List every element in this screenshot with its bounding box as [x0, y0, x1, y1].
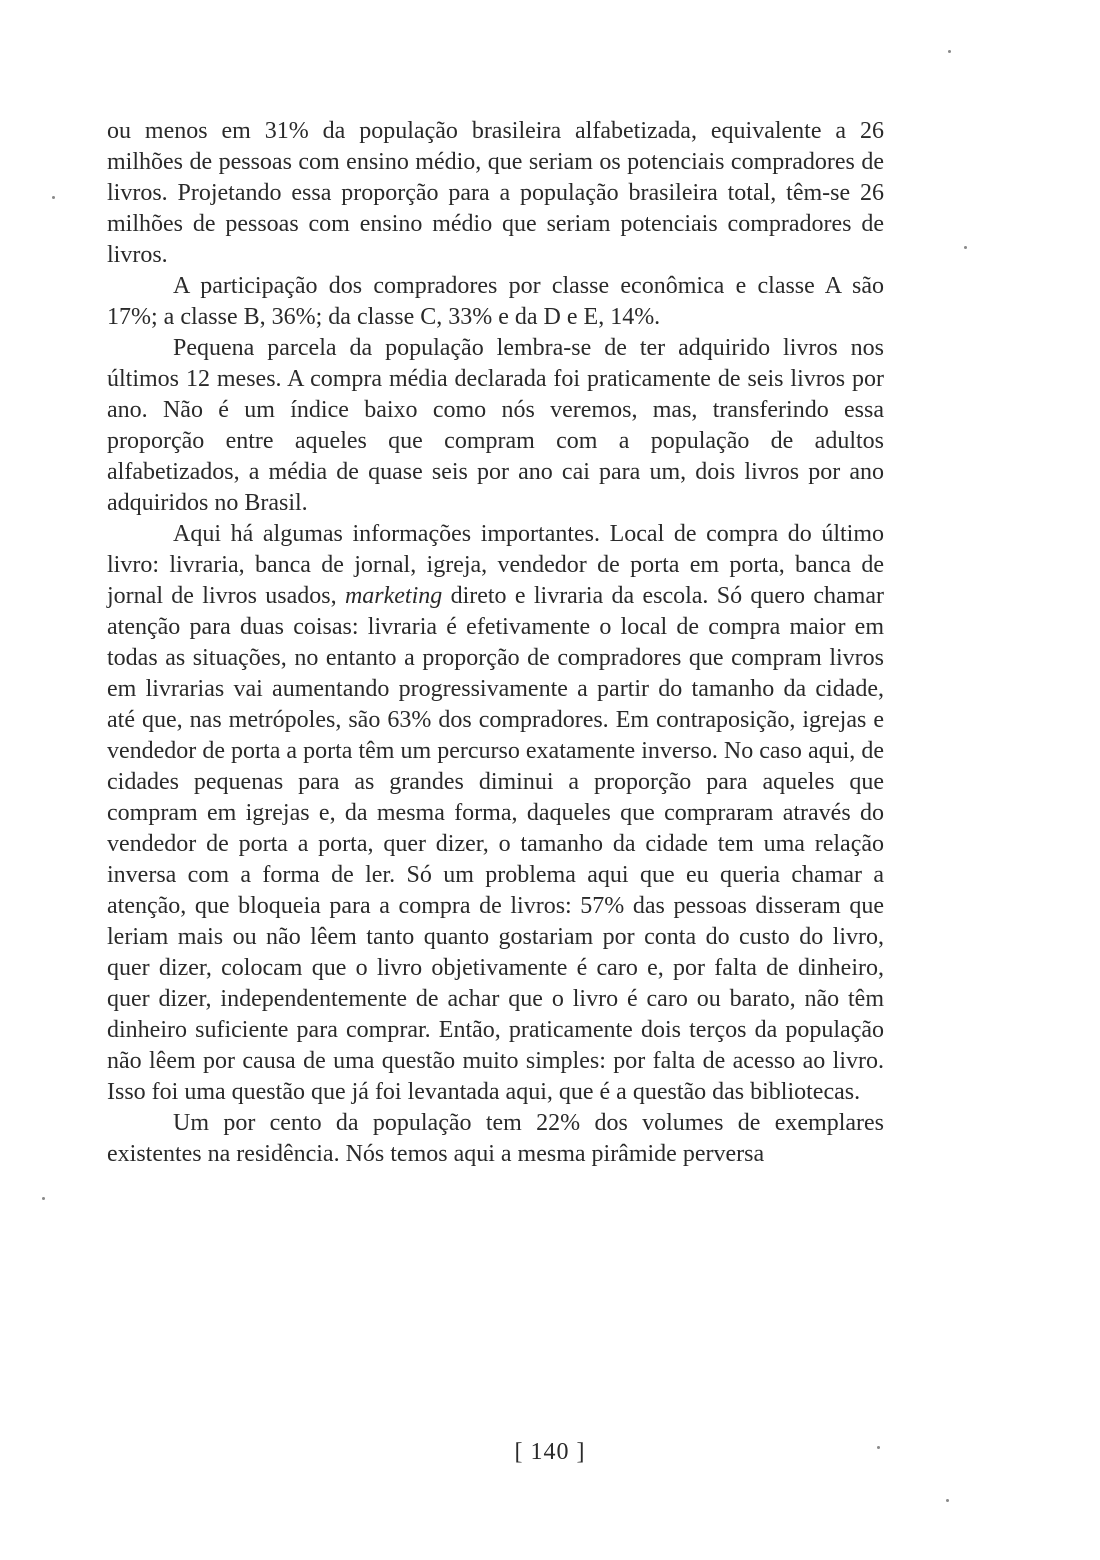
paragraph-5	[107, 1108, 884, 1170]
paragraph-3	[107, 333, 884, 519]
scan-speck	[877, 1446, 880, 1449]
scan-speck	[948, 50, 951, 53]
scan-speck	[42, 1197, 45, 1200]
scan-speck	[964, 246, 967, 249]
scan-speck	[52, 196, 55, 199]
paragraph-2-text: A participação dos compradores por classe econômica e classe A são 17%; a classe B, 36%; da classe C, 33% e da D e E, 14%.	[107, 273, 884, 330]
paragraph-1	[107, 116, 884, 271]
paragraph-4-italic-term: marketing	[344, 583, 443, 609]
page-number: [ 140 ]	[514, 1439, 586, 1465]
paragraph-1-text: ou menos em 31% da população brasileira alfabetizada, equivalente a 26 milhões de pessoas com ensino médio, que seriam os potenciais compradores de livros. Projetando essa proporção para a população brasileira total, têm-se 26 milhões de pessoas com ensino médio que seriam potenciais compradores de livros.	[107, 118, 884, 268]
paragraph-4	[107, 519, 884, 1108]
paragraph-4-text-end: direto e livraria da escola. Só quero chamar atenção para duas coisas: livraria é efetivamente o local de compra maior em todas as situações, no entanto a proporção de compradores que compram livros em livrarias vai aumentando progressivamente a partir do tamanho da cidade, até que, nas metrópoles, são 63% dos compradores. Em contraposição, igrejas e vendedor de porta a porta têm um percurso exatamente inverso. No caso aqui, de cidades pequenas para as grandes diminui a proporção para aqueles que compram em igrejas e, da mesma forma, daqueles que compraram através do vendedor de porta a porta, quer dizer, o tamanho da cidade tem uma relação inversa com a forma de ler. Só um problema aqui que eu queria chamar a atenção, que bloqueia para a compra de livros: 57% das pessoas disseram que leriam mais ou não lêem tanto quanto gostariam por conta do custo do livro, quer dizer, colocam que o livro objetivamente é caro e, por falta de dinheiro, quer dizer, independentemente de achar que o livro é caro ou barato, não têm dinheiro suficiente para comprar. Então, praticamente dois terços da população não lêem por causa de uma questão muito simples: por falta de acesso ao livro. Isso foi uma questão que já foi levantada aqui, que é a questão das bibliotecas.	[107, 583, 884, 1105]
page-body	[107, 116, 884, 1170]
paragraph-5-text: Um por cento da população tem 22% dos volumes de exemplares existentes na residência. Nós temos aqui a mesma pirâmide perversa	[107, 1110, 884, 1167]
paragraph-2	[107, 271, 884, 333]
paragraph-3-text: Pequena parcela da população lembra-se de ter adquirido livros nos últimos 12 meses. A compra média declarada foi praticamente de seis livros por ano. Não é um índice baixo como nós veremos, mas, transferindo essa proporção entre aqueles que compram com a população de adultos alfabetizados, a média de quase seis por ano cai para um, dois livros por ano adquiridos no Brasil.	[107, 335, 884, 516]
scan-speck	[946, 1499, 949, 1502]
paragraph-4-text-start: Aqui há algumas informações importantes. Local de compra do último livro: livraria, banca de jornal, igreja, vendedor de porta em porta, banca de jornal de livros usados,	[107, 521, 884, 609]
